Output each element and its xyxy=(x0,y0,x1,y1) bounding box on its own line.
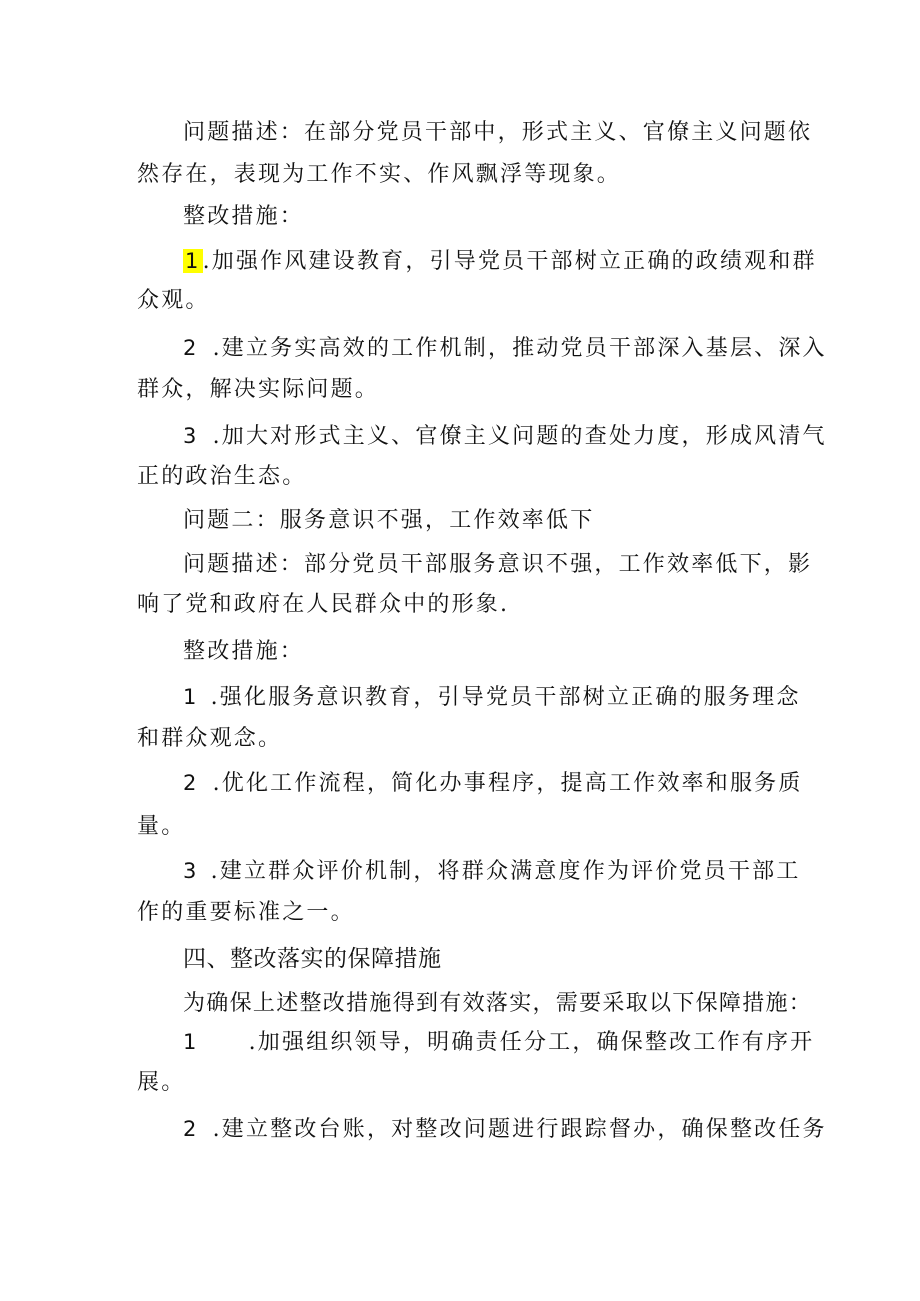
measure-text: .加大对形式主义、官僚主义问题的查处力度，形成风清气 xyxy=(212,424,827,449)
measures-label-1: 整改措施： xyxy=(183,204,305,229)
list-number: 1 xyxy=(183,1030,199,1054)
measure-1-3-line-1 xyxy=(183,421,827,452)
problem-2-title: 问题二：服务意识不强，工作效率低下 xyxy=(183,508,595,533)
list-number: 2 xyxy=(183,771,199,795)
measure-1-1-line-2: 众观。 xyxy=(137,288,210,313)
measure-text: .加强组织领导，明确责任分工，确保整改工作有序开 xyxy=(248,1030,815,1055)
measure-2-2-line-1 xyxy=(183,768,803,799)
measure-2-3-line-1 xyxy=(183,856,801,887)
measure-text: .建立务实高效的工作机制，推动党员干部深入基层、深入 xyxy=(212,336,827,361)
guarantee-1-line-2: 展。 xyxy=(137,1070,186,1095)
guarantee-1-line-1 xyxy=(183,1027,814,1058)
list-number: 3 xyxy=(183,859,199,883)
problem-description-1-line-2: 然存在，表现为工作不实、作风飘浮等现象。 xyxy=(137,162,622,187)
guarantee-intro: 为确保上述整改措施得到有效落实，需要采取以下保障措施： xyxy=(183,991,813,1016)
list-number: 1 xyxy=(183,685,199,709)
measure-text: .建立群众评价机制，将群众满意度作为评价党员干部工 xyxy=(210,859,801,884)
guarantee-2-line-1 xyxy=(183,1114,827,1145)
list-number: 3 xyxy=(183,424,199,448)
measures-label-2: 整改措施： xyxy=(183,639,305,664)
problem-description-2-line-2: 响了党和政府在人民群众中的形象. xyxy=(137,592,510,617)
measure-text: .加强作风建设教育，引导党员干部树立正确的政绩观和群 xyxy=(202,249,817,274)
measure-1-2-line-2: 群众，解决实际问题。 xyxy=(137,377,380,402)
measure-2-2-line-2: 量。 xyxy=(137,814,186,839)
problem-description-1-line-1: 问题描述：在部分党员干部中，形式主义、官僚主义问题依 xyxy=(183,120,813,145)
measure-text: .优化工作流程，简化办事程序，提高工作效率和服务质 xyxy=(212,771,803,796)
measure-2-1-line-1 xyxy=(183,682,801,713)
list-number: 2 xyxy=(183,1117,199,1141)
measure-1-3-line-2: 正的政治生态。 xyxy=(137,464,307,489)
list-number-highlighted: 1 xyxy=(185,249,201,273)
section-heading: 四、整改落实的保障措施 xyxy=(183,946,442,972)
list-number: 2 xyxy=(183,336,199,360)
problem-description-2-line-1: 问题描述：部分党员干部服务意识不强，工作效率低下，影 xyxy=(183,552,813,577)
measure-2-1-line-2: 和群众观念。 xyxy=(137,726,283,751)
measure-2-3-line-2: 作的重要标准之一。 xyxy=(137,900,355,925)
measure-text: .强化服务意识教育，引导党员干部树立正确的服务理念 xyxy=(210,685,801,710)
measure-1-1-line-1 xyxy=(183,246,817,277)
measure-1-2-line-1 xyxy=(183,333,827,364)
measure-text: .建立整改台账，对整改问题进行跟踪督办，确保整改任务 xyxy=(212,1117,827,1142)
